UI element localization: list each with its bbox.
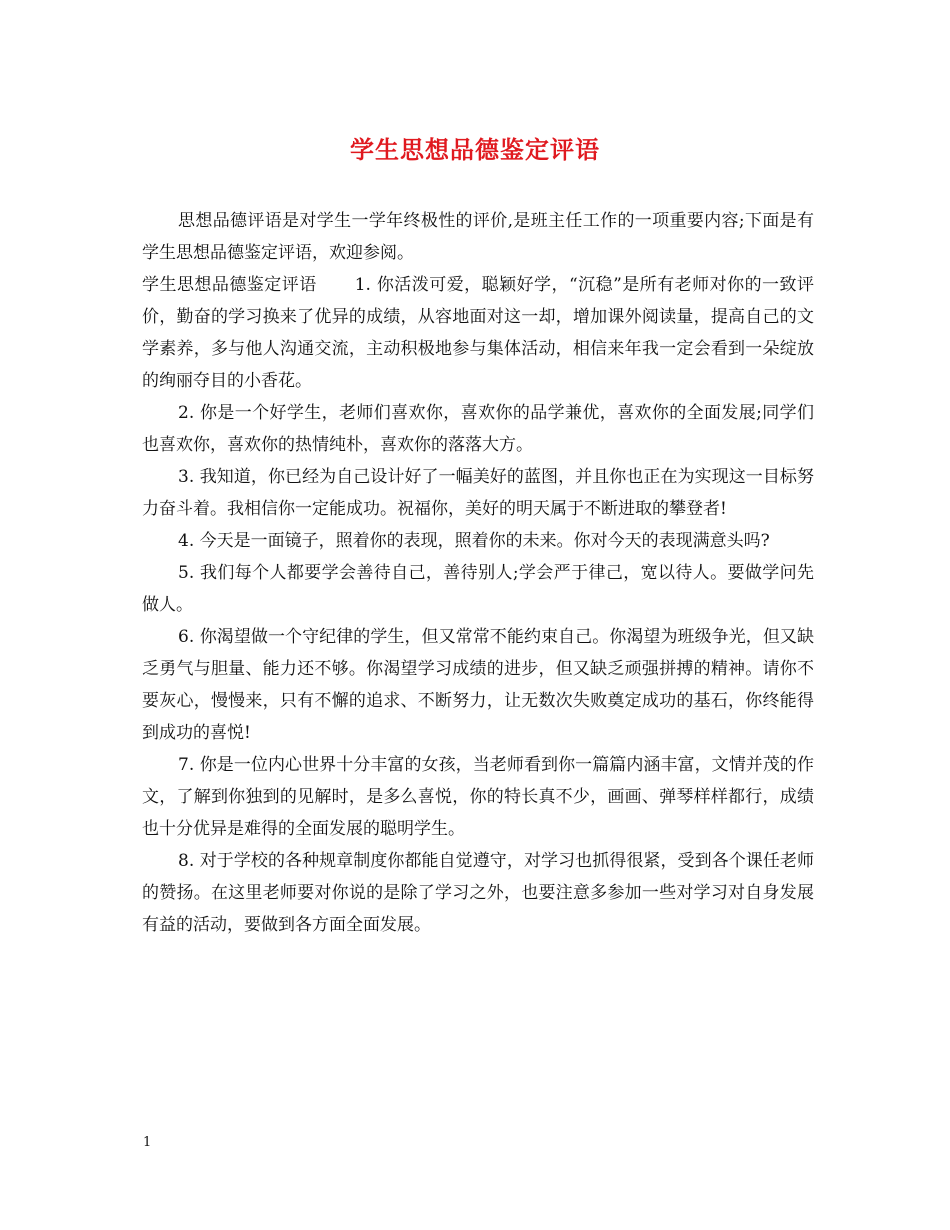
item-paragraph-4: 4. 今天是一面镜子，照着你的表现，照着你的未来。你对今天的表现满意头吗?	[178, 531, 770, 551]
page-number: 1	[143, 1135, 152, 1150]
item-paragraph-6: 6. 你渴望做一个守纪律的学生，但又常常不能约束自己。你渴望为班级争光，但又缺乏勇气与胆量、能力还不够。你渴望学习成绩的进步，但又缺乏顽强拼搏的精神。请你不要灰心，慢慢来，只有不懈的追求、不断努力，让无数次失败奠定成功的基石，你终能得到成功的喜悦!	[142, 627, 814, 743]
document-title: 学生思想品德鉴定评语	[350, 135, 600, 164]
document-body	[142, 205, 814, 941]
item-paragraph-8: 8. 对于学校的各种规章制度你都能自觉遵守，对学习也抓得很紧，受到各个课任老师的赞扬。在这里老师要对你说的是除了学习之外，也要注意多参加一些对学习对自身发展有益的活动，要做到各方面全面发展。	[142, 851, 814, 935]
item-paragraph-1	[142, 269, 814, 397]
item-paragraph-7: 7. 你是一位内心世界十分丰富的女孩，当老师看到你一篇篇内涵丰富，文情并茂的作文，了解到你独到的见解时，是多么喜悦，你的特长真不少，画画、弹琴样样都行，成绩也十分优异是难得的全面发展的聪明学生。	[142, 755, 814, 839]
item-paragraph-5: 5. 我们每个人都要学会善待自己，善待别人;学会严于律己，宽以待人。要做学问先做人。	[142, 563, 814, 615]
item-paragraph-2: 2. 你是一个好学生，老师们喜欢你，喜欢你的品学兼优，喜欢你的全面发展;同学们也喜欢你，喜欢你的热情纯朴，喜欢你的落落大方。	[142, 403, 814, 455]
item-text-1: 1. 你活泼可爱，聪颖好学，“沉稳”是所有老师对你的一致评价，勤奋的学习换来了优异的成绩，从容地面对这一却，增加课外阅读量，提高自己的文学素养，多与他人沟通交流，主动积极地参与集体活动，相信来年我一定会看到一朵绽放的绚丽夺目的小香花。	[142, 275, 814, 391]
item-paragraph-3: 3. 我知道，你已经为自己设计好了一幅美好的蓝图，并且你也正在为实现这一目标努力奋斗着。我相信你一定能成功。祝福你，美好的明天属于不断进取的攀登者!	[142, 467, 814, 519]
section-heading: 学生思想品德鉴定评语	[142, 275, 317, 295]
intro-paragraph: 思想品德评语是对学生一学年终极性的评价,是班主任工作的一项重要内容;下面是有学生思想品德鉴定评语，欢迎参阅。	[142, 211, 814, 263]
